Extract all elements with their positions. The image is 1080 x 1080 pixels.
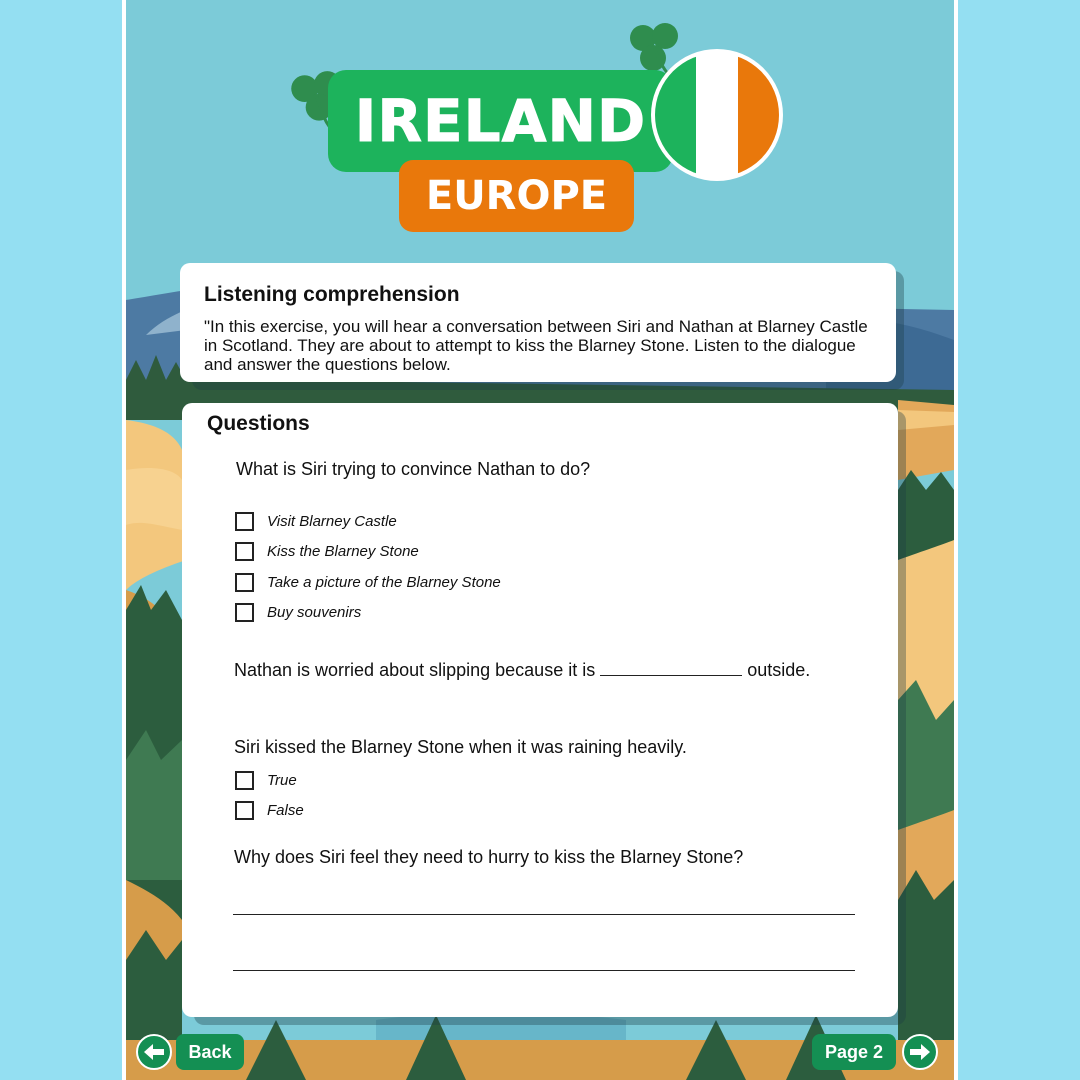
option-take-picture[interactable]	[235, 571, 501, 593]
answer-line[interactable]	[233, 970, 855, 971]
option-label: False	[267, 801, 304, 819]
page-frame	[122, 0, 958, 1080]
arrow-left-icon	[143, 1043, 165, 1061]
page-title: IRELAND	[354, 87, 647, 155]
question-2	[234, 660, 810, 681]
checkbox[interactable]	[235, 771, 254, 790]
option-label: True	[267, 771, 297, 789]
answer-line[interactable]	[233, 914, 855, 915]
page-subtitle: EUROPE	[425, 173, 608, 219]
checkbox[interactable]	[235, 573, 254, 592]
question-2-after: outside.	[747, 660, 811, 680]
questions-card	[182, 403, 898, 1017]
option-label: Kiss the Blarney Stone	[267, 542, 419, 560]
back-arrow-button[interactable]	[136, 1034, 172, 1070]
option-false[interactable]	[235, 799, 304, 821]
intro-card	[180, 263, 896, 382]
option-label: Buy souvenirs	[267, 603, 362, 621]
next-page-button[interactable]: Page 2	[812, 1034, 896, 1070]
checkbox[interactable]	[235, 801, 254, 820]
ireland-flag-icon	[650, 48, 784, 182]
question-1: What is Siri trying to convince Nathan to do?	[236, 459, 591, 479]
forward-arrow-button[interactable]	[902, 1034, 938, 1070]
arrow-right-icon	[909, 1043, 931, 1061]
question-3: Siri kissed the Blarney Stone when it was raining heavily.	[234, 737, 687, 757]
checkbox[interactable]	[235, 512, 254, 531]
subtitle-banner	[399, 160, 634, 232]
checkbox[interactable]	[235, 542, 254, 561]
option-label: Take a picture of the Blarney Stone	[267, 573, 501, 591]
questions-title: Questions	[207, 412, 310, 435]
option-visit-castle[interactable]	[235, 510, 397, 532]
option-true[interactable]	[235, 769, 297, 791]
question-2-before: Nathan is worried about slipping because it is	[234, 660, 596, 680]
fill-in-blank[interactable]	[600, 662, 742, 676]
back-button[interactable]: Back	[176, 1034, 244, 1070]
option-label: Visit Blarney Castle	[267, 512, 397, 530]
intro-title: Listening comprehension	[204, 283, 460, 306]
option-buy-souvenirs[interactable]	[235, 601, 361, 623]
option-kiss-stone[interactable]	[235, 540, 419, 562]
title-banner	[328, 70, 673, 172]
question-4: Why does Siri feel they need to hurry to kiss the Blarney Stone?	[234, 847, 744, 867]
intro-text: "In this exercise, you will hear a conversation between Siri and Nathan at Blarney Castle in Scotland. They are about to attempt to kiss the Blarney Stone. Listen to the dialogue and answer the questions below.	[204, 317, 868, 374]
checkbox[interactable]	[235, 603, 254, 622]
